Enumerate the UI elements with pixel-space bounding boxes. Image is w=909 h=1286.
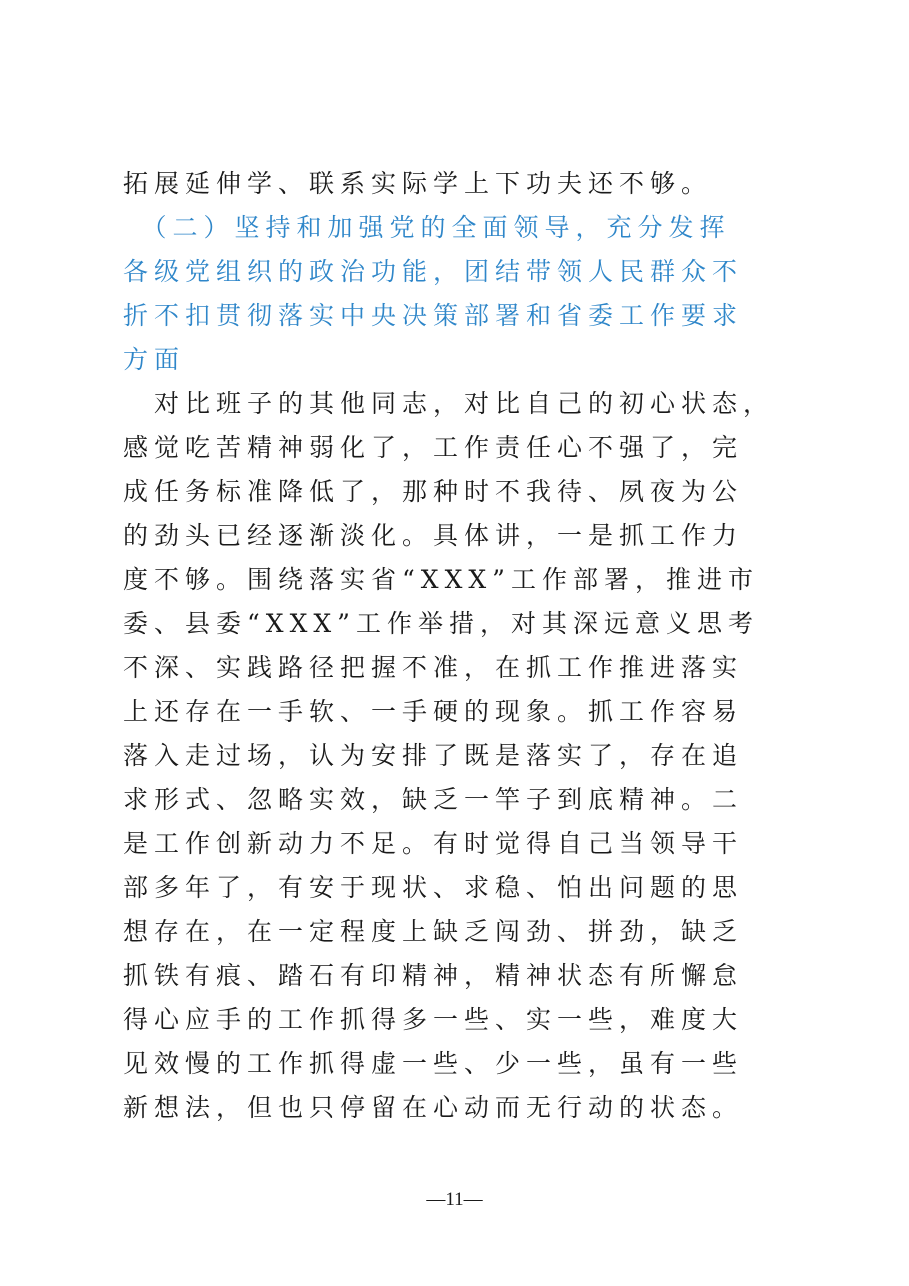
text-line: 落入走过场，认为安排了既是落实了，存在追: [123, 741, 744, 770]
text-line: 感觉吃苦精神弱化了，工作责任心不强了，完: [123, 433, 744, 462]
section-heading-line: 方面: [123, 345, 186, 374]
text-line: 部多年了，有安于现状、求稳、怕出问题的思: [123, 873, 744, 902]
section-heading-line: 折不扣贯彻落实中央决策部署和省委工作要求: [123, 301, 744, 330]
text-line: 度不够。围绕落实省“XXX”工作部署，推进市: [123, 565, 759, 594]
section-heading-line: 各级党组织的政治功能，团结带领人民群众不: [123, 257, 744, 286]
text-line: 的劲头已经逐渐淡化。具体讲，一是抓工作力: [123, 521, 744, 550]
section-heading-line: （二）坚持和加强党的全面领导，充分发挥: [123, 213, 731, 242]
text-line: 对比班子的其他同志，对比自己的初心状态，: [123, 389, 775, 418]
text-line: 新想法，但也只停留在心动而无行动的状态。: [123, 1093, 744, 1122]
text-line: 不深、实践路径把握不准，在抓工作推进落实: [123, 653, 744, 682]
text-line: 拓展延伸学、联系实际学上下功夫还不够。: [123, 169, 713, 198]
text-line: 得心应手的工作抓得多一些、实一些，难度大: [123, 1005, 744, 1034]
text-line: 想存在，在一定程度上缺乏闯劲、拼劲，缺乏: [123, 917, 744, 946]
text-line: 上还存在一手软、一手硬的现象。抓工作容易: [123, 697, 744, 726]
text-line: 是工作创新动力不足。有时觉得自己当领导干: [123, 829, 744, 858]
text-line: 抓铁有痕、踏石有印精神，精神状态有所懈怠: [123, 961, 744, 990]
page-number: —11—: [426, 1189, 483, 1210]
text-line: 委、县委“XXX”工作举措，对其深远意义思考: [123, 609, 759, 638]
text-line: 成任务标准降低了，那种时不我待、夙夜为公: [123, 477, 744, 506]
text-line: 求形式、忽略实效，缺乏一竿子到底精神。二: [123, 785, 744, 814]
text-line: 见效慢的工作抓得虚一些、少一些，虽有一些: [123, 1049, 744, 1078]
